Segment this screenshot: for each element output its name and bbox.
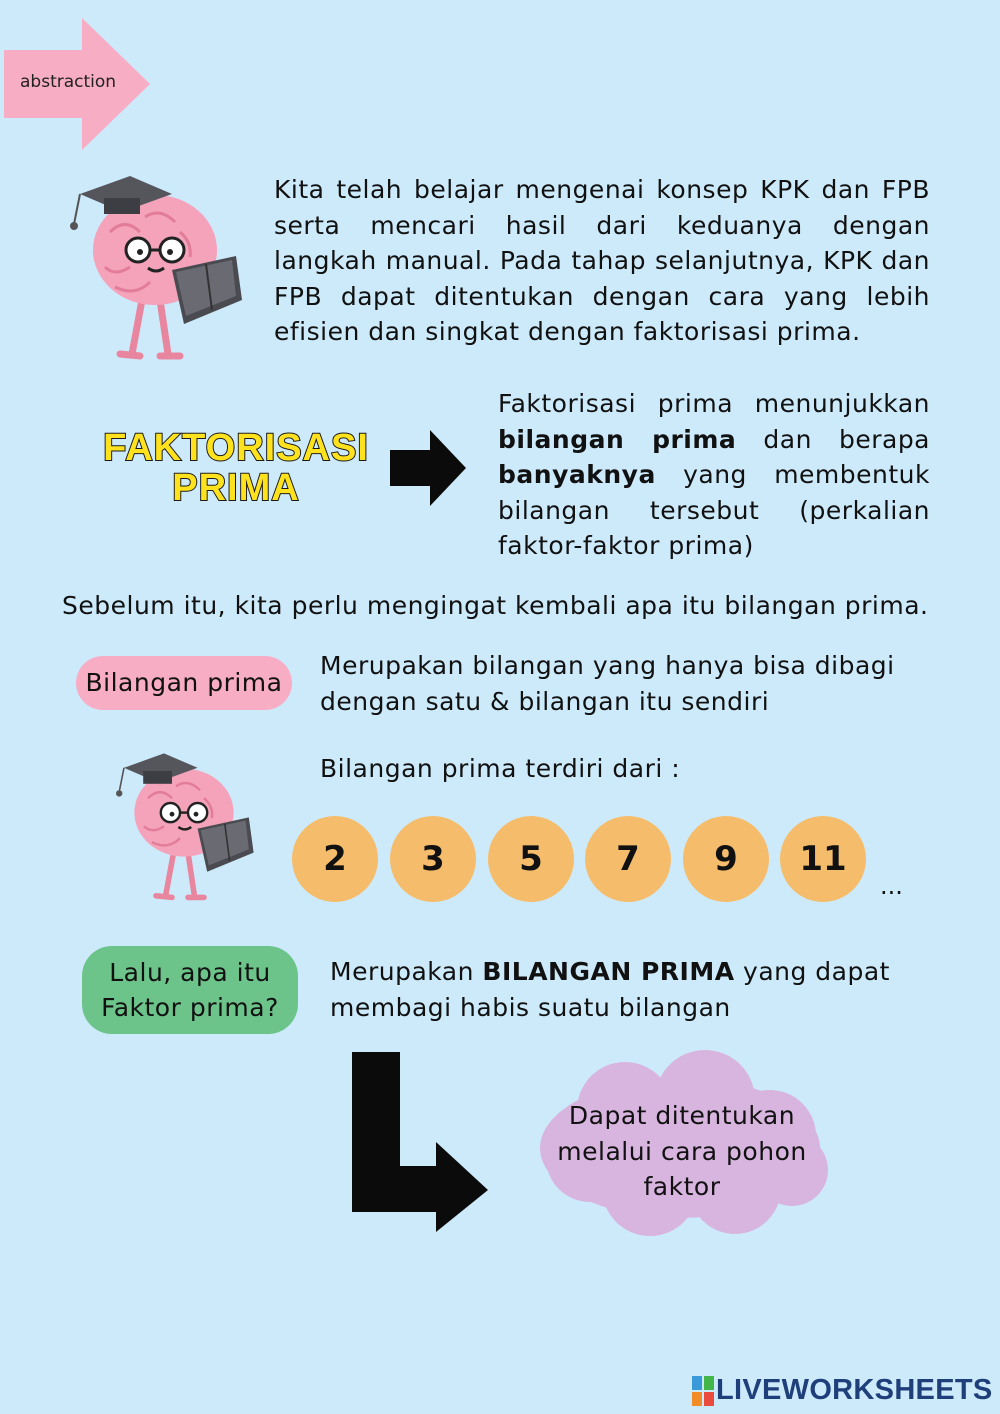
prime-number-circle: 11 — [780, 816, 866, 902]
prime-number-circle: 9 — [683, 816, 769, 902]
intro-paragraph — [274, 172, 930, 350]
title-line-1: FAKTORISASI — [103, 427, 369, 469]
def-line: membagi habis suatu bilangan — [330, 992, 731, 1022]
reminder-text: Sebelum itu, kita perlu mengingat kembali apa itu bilangan prima. — [62, 591, 929, 620]
desc-line — [498, 457, 930, 493]
prime-number-circle: 2 — [292, 816, 378, 902]
ellipsis-text: ... — [880, 872, 903, 900]
desc-text: dan berapa — [736, 424, 931, 454]
faktorisasi-description — [498, 386, 930, 564]
desc-line: Faktorisasi prima menunjukkan — [498, 389, 930, 418]
intro-line: langkah manual. Pada tahap selanjutnya, KPK dan — [274, 246, 930, 275]
bilangan-prima-pill: Bilangan prima — [76, 656, 292, 710]
desc-line — [498, 422, 930, 458]
def-line — [330, 954, 950, 990]
intro-line: serta mencari hasil dari keduanya dengan — [274, 210, 930, 240]
bold-term: BILANGAN PRIMA — [482, 957, 735, 986]
bold-term: bilangan prima — [498, 424, 737, 454]
brand-text: LIVEWORKSHEETS — [716, 1374, 993, 1406]
def-line: dengan satu & bilangan itu sendiri — [320, 686, 770, 716]
def-text: yang dapat — [734, 957, 890, 986]
prime-list-intro: Bilangan prima terdiri dari : — [320, 754, 681, 783]
brain-mascot-reading-icon — [108, 748, 260, 906]
desc-line: bilangan tersebut (perkalian — [498, 495, 930, 525]
prime-number-circle: 3 — [390, 816, 476, 902]
turn-right-arrow-icon — [350, 1050, 490, 1234]
intro-line: FPB dapat ditentukan dengan cara yang lebih — [274, 281, 930, 311]
question-line: Faktor prima? — [101, 993, 279, 1022]
brain-mascot-reading-icon — [60, 172, 250, 364]
desc-line: faktor-faktor prima) — [498, 531, 754, 560]
def-line: Merupakan bilangan yang hanya bisa dibagi — [320, 651, 895, 680]
liveworksheets-logo — [692, 1374, 993, 1407]
intro-line: efisien dan singkat dengan faktorisasi prima. — [274, 317, 861, 346]
bold-term: banyaknya — [498, 460, 656, 489]
def-text: Merupakan — [330, 957, 483, 986]
title-line-2: PRIMA — [172, 467, 300, 509]
question-line: Lalu, apa itu — [109, 957, 271, 987]
prime-number-circle: 7 — [585, 816, 671, 902]
intro-line: Kita telah belajar mengenai konsep KPK dan FPB — [274, 175, 930, 204]
prime-number-circle: 5 — [488, 816, 574, 902]
desc-text: yang membentuk — [655, 460, 930, 489]
cloud-line: melalui cara pohon — [557, 1136, 807, 1166]
liveworksheets-logo-icon — [692, 1376, 714, 1406]
faktor-prima-definition — [330, 954, 950, 1025]
arrow-right-icon — [388, 428, 468, 508]
cloud-text — [540, 1098, 824, 1205]
bilangan-prima-definition — [320, 648, 940, 719]
cloud-line: faktor — [643, 1172, 721, 1201]
cloud-line: Dapat ditentukan — [568, 1101, 796, 1130]
faktor-prima-question-pill — [82, 946, 298, 1034]
abstraction-label: abstraction — [20, 72, 117, 92]
faktorisasi-prima-title — [100, 428, 372, 508]
